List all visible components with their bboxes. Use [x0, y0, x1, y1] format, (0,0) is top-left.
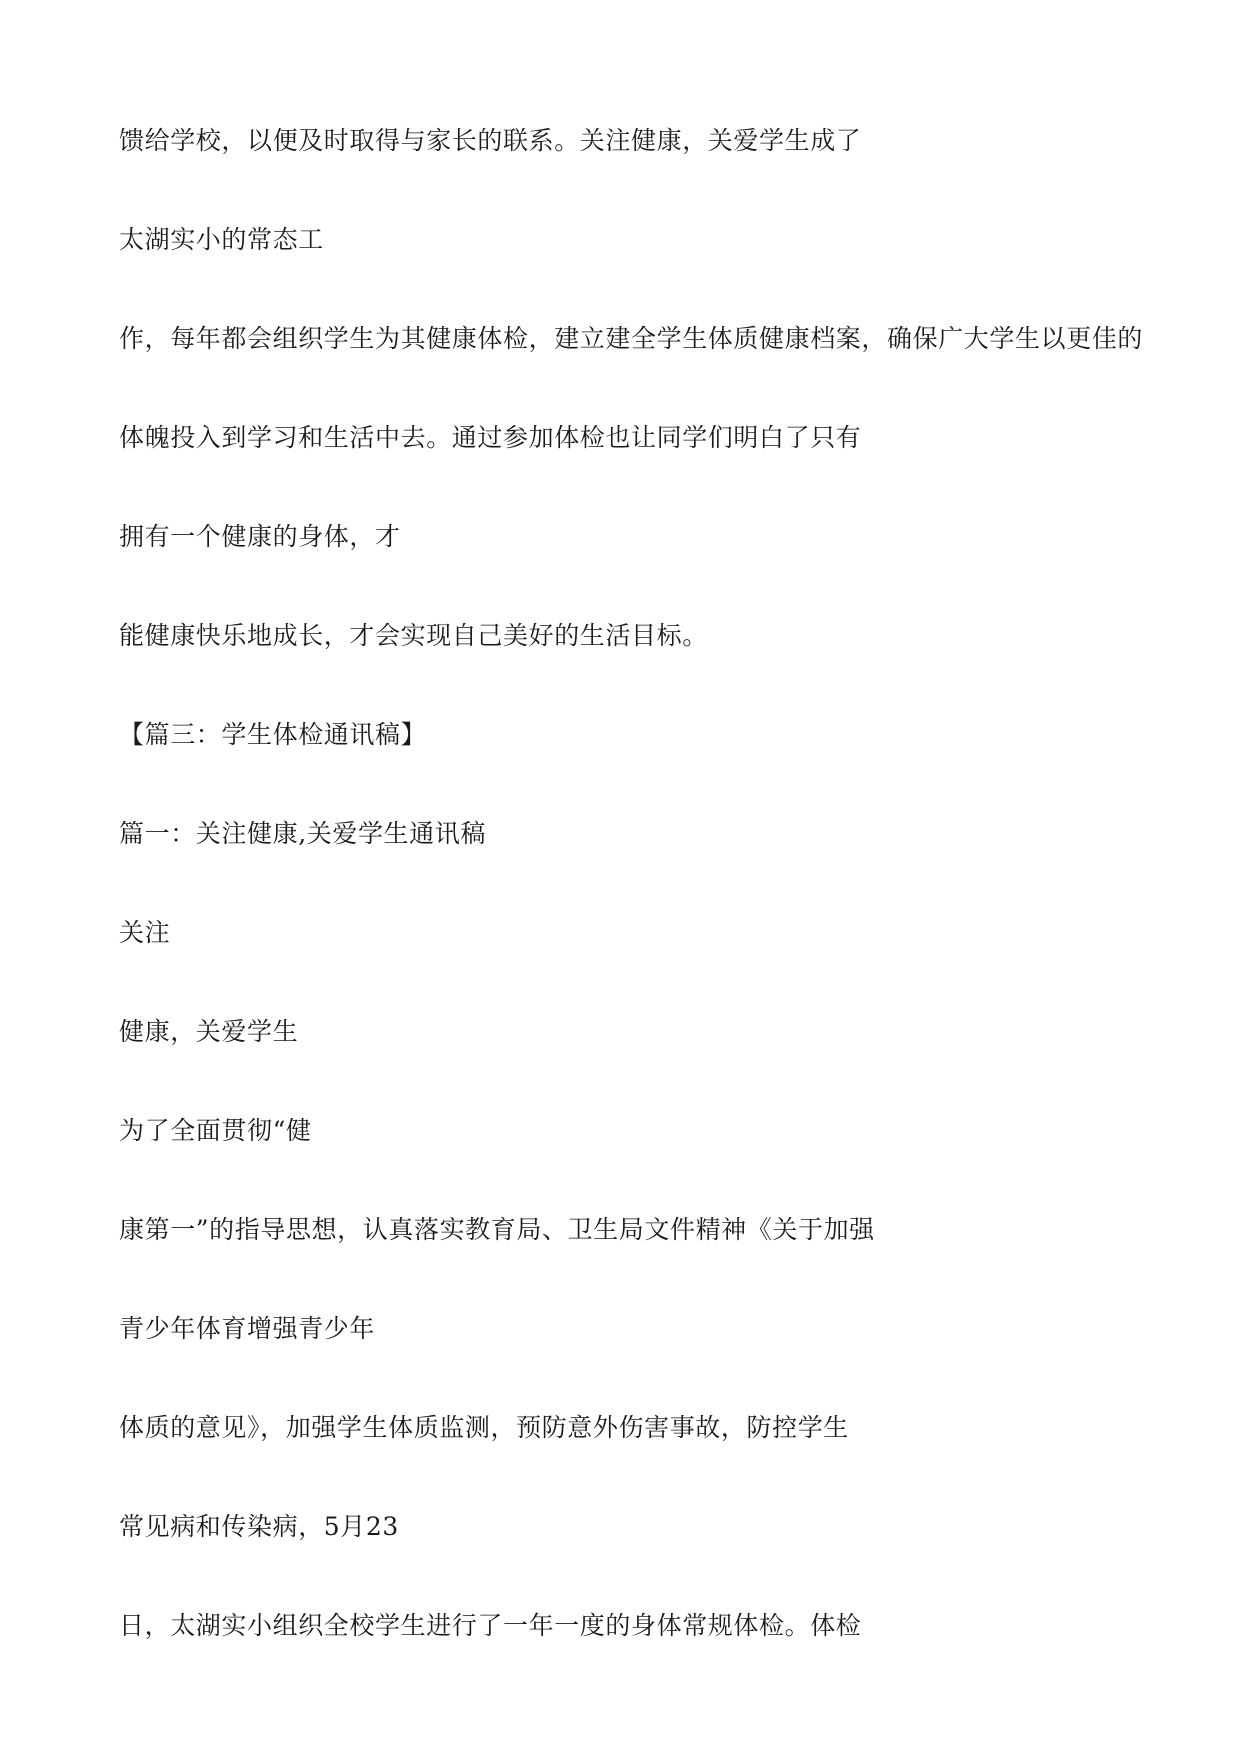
paragraph-line: 常见病和传染病，5月23: [119, 1512, 399, 1541]
paragraph-line: 太湖实小的常态工: [119, 225, 324, 254]
paragraph-line: 青少年体育增强青少年: [119, 1314, 376, 1343]
paragraph-line: 能健康快乐地成长，才会实现自己美好的生活目标。: [119, 621, 708, 650]
paragraph-line: 康第一”的指导思想，认真落实教育局、卫生局文件精神《关于加强: [119, 1215, 875, 1244]
paragraph-line: 健康，关爱学生: [119, 1017, 299, 1046]
paragraph-line: 为了全面贯彻“健: [119, 1116, 312, 1145]
paragraph-line: 关注: [119, 918, 171, 947]
paragraph-line: 日，太湖实小组织全校学生进行了一年一度的身体常规体检。体检: [119, 1611, 862, 1640]
paragraph-line: 拥有一个健康的身体，才: [119, 522, 401, 551]
paragraph-line: 体质的意见》，加强学生体质监测，预防意外伤害事故，防控学生: [119, 1413, 849, 1442]
paragraph-line: 作，每年都会组织学生为其健康体检，建立建全学生体质健康档案，确保广大学生以更佳的: [119, 324, 1144, 353]
section-heading: 【篇三：学生体检通讯稿】: [119, 720, 427, 749]
article-title: 篇一：关注健康,关爱学生通讯稿: [119, 819, 486, 848]
paragraph-line: 体魄投入到学习和生活中去。通过参加体检也让同学们明白了只有: [119, 423, 862, 452]
paragraph-line: 馈给学校，以便及时取得与家长的联系。关注健康，关爱学生成了: [119, 126, 862, 155]
